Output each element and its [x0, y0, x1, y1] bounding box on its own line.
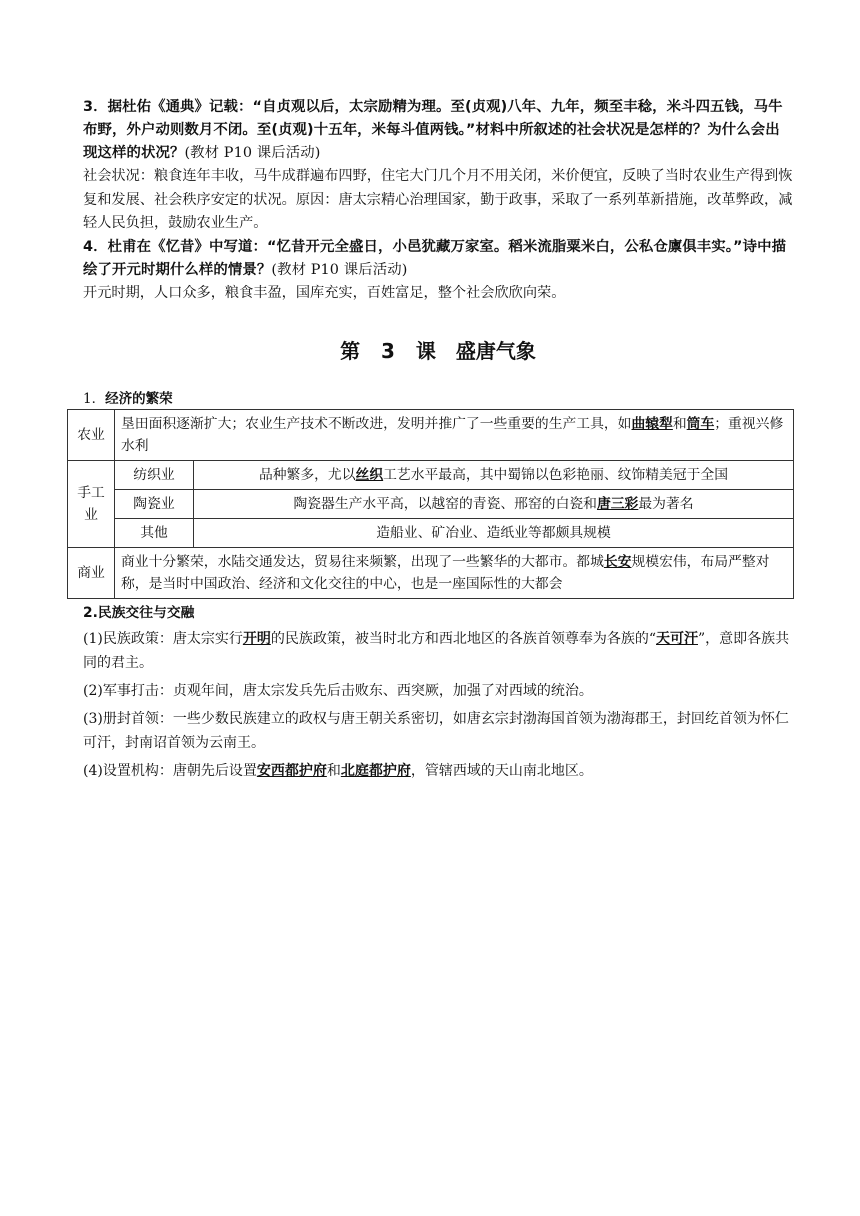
- cell-agriculture: [115, 410, 794, 461]
- question-4: [83, 236, 793, 282]
- section-2-item-3: (3)册封首领：一些少数民族建立的政权与唐王朝关系密切，如唐玄宗封渤海国首领为渤海郡王，封回纥首领为怀仁可汗，封南诏首领为云南王。: [83, 711, 789, 751]
- commerce-text-2: 规模宏伟，布局严整对称，是当时中国政治、经济和文化交往的中心，也是一座国际性的大都会: [121, 554, 770, 592]
- section-1-title: 经济的繁荣: [105, 391, 173, 407]
- keyword-anxi-protectorate: 安西都护府: [256, 763, 327, 779]
- keyword-tube-wheel: 筒车: [686, 416, 715, 432]
- agri-text-3: ；重视兴修水利: [121, 416, 784, 454]
- section-2-item-1: [83, 627, 793, 675]
- item-4-text-b: 和: [326, 763, 341, 779]
- table-row-commerce: [68, 548, 794, 599]
- table-row-other: [68, 519, 794, 548]
- textile-text-2: 工艺水平最高，其中蜀锦以色彩艳丽、纹饰精美冠于全国: [383, 467, 729, 483]
- item-1-text-b: 的民族政策，被当时北方和西北地区的各族首领尊奉为各族的“: [270, 631, 656, 647]
- table-row-agriculture: [68, 410, 794, 461]
- ceramic-text-2: 最为著名: [638, 496, 694, 512]
- section-2-item-4: [83, 759, 793, 783]
- answer-4: 开元时期，人口众多，粮食丰盈，国库充实，百姓富足，整个社会欣欣向荣。: [83, 284, 566, 301]
- cell-textile: [194, 461, 794, 490]
- textile-text-1: 品种繁多，尤以: [258, 467, 356, 483]
- question-3-text: 3．据杜佑《通典》记载：“自贞观以后，太宗励精为理。至(贞观)八年、九年，频至丰稔，米斗四五钱，马牛布野，外户动则数月不闭。至(贞观)十五年，米每斗值两钱。”材料中所叙述的社会状况是怎样的？为什么会出现这样的状况？: [83, 99, 783, 161]
- keyword-curved-plow: 曲辕犁: [631, 416, 673, 432]
- item-1-text-a: (1)民族政策：唐太宗实行: [83, 631, 243, 647]
- row-head-handicraft: 手工业: [68, 461, 115, 548]
- sub-head-ceramics: 陶瓷业: [115, 490, 194, 519]
- document-page: [77, 96, 793, 783]
- item-4-text-a: (4)设置机构：唐朝先后设置: [83, 763, 257, 779]
- section-1-heading: [83, 389, 793, 409]
- sub-head-other: 其他: [115, 519, 194, 548]
- table-row-textile: [68, 461, 794, 490]
- cell-ceramics: [194, 490, 794, 519]
- keyword-changan: 长安: [603, 554, 632, 570]
- keyword-enlightened: 开明: [242, 631, 271, 647]
- section-2-heading: 2.民族交往与交融: [83, 605, 195, 621]
- agri-text-2: 和: [672, 416, 687, 432]
- section-2-item-2: (2)军事打击：贞观年间，唐太宗发兵先后击败东、西突厥，加强了对西域的统治。: [83, 683, 593, 699]
- keyword-heavenly-khan: 天可汗: [656, 631, 698, 647]
- item-1-text-c: ”，意即各族共同的君主。: [83, 631, 790, 671]
- question-3-source: (教材 P10 课后活动): [184, 145, 321, 161]
- question-4-source: (教材 P10 课后活动): [271, 261, 408, 278]
- commerce-text-1: 商业十分繁荣，水陆交通发达，贸易往来频繁，出现了一些繁华的大都市。都城: [121, 554, 604, 570]
- agri-text-1: 垦田面积逐渐扩大；农业生产技术不断改进，发明并推广了一些重要的生产工具，如: [121, 416, 632, 432]
- sub-head-textile: 纺织业: [115, 461, 194, 490]
- question-3: [83, 96, 793, 165]
- keyword-tang-sancai: 唐三彩: [596, 496, 639, 512]
- row-head-agriculture: 农业: [68, 410, 115, 461]
- ceramic-text-1: 陶瓷器生产水平高，以越窑的青瓷、邢窑的白瓷和: [293, 496, 597, 512]
- economy-table: [67, 409, 794, 599]
- section-1-number: 1．: [83, 391, 106, 407]
- question-4-text: 4．杜甫在《忆昔》中写道：“忆昔开元全盛日，小邑犹藏万家室。稻米流脂粟米白，公私仓廪俱丰实。”诗中描绘了开元时期什么样的情景？: [83, 238, 787, 278]
- keyword-silk: 丝织: [355, 467, 384, 483]
- answer-3: 社会状况：粮食连年丰收，马牛成群遍布四野，住宅大门几个月不用关闭，米价便宜，反映了当时农业生产得到恢复和发展、社会秩序安定的状况。原因：唐太宗精心治理国家，勤于政事，采取了一系列革新措施，改革弊政，减轻人民负担，鼓励农业生产。: [83, 168, 793, 231]
- table-row-ceramics: [68, 490, 794, 519]
- keyword-beiting-protectorate: 北庭都护府: [340, 763, 411, 779]
- lesson-title: 第 3 课 盛唐气象: [340, 339, 536, 363]
- row-head-commerce: 商业: [68, 548, 115, 599]
- item-4-text-c: ，管辖西域的天山南北地区。: [410, 763, 593, 779]
- cell-other: 造船业、矿冶业、造纸业等都颇具规模: [194, 519, 794, 548]
- cell-commerce: [115, 548, 794, 599]
